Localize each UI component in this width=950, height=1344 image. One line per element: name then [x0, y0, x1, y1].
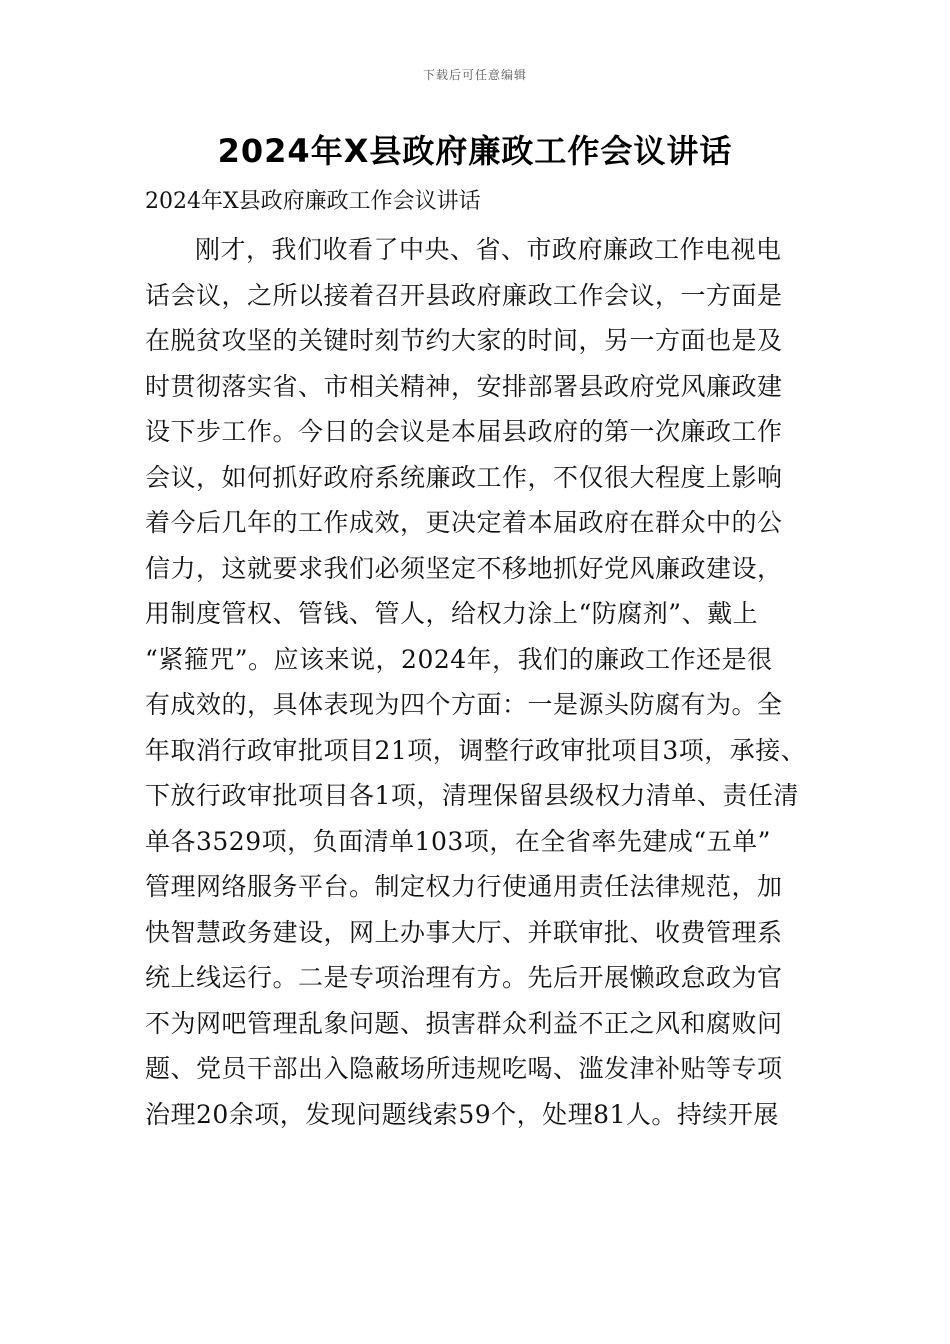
body-line: 话会议，之所以接着召开县政府廉政工作会议，一方面是 [145, 280, 783, 310]
body-line: 着今后几年的工作成效，更决定着本届政府在群众中的公 [145, 508, 783, 537]
body-line: 年取消行政审批项目21项，调整行政审批项目3项，承接、 [145, 735, 807, 765]
document-subtitle: 2024年X县政府廉政工作会议讲话 [145, 189, 481, 214]
body-line: 刚才，我们收看了中央、省、市政府廉政工作电视电 [195, 235, 782, 264]
body-line: 用制度管权、管钱、管人，给权力涂上“防腐剂”、戴上 [145, 599, 759, 628]
header-note: 下载后可任意编辑 [422, 68, 527, 82]
body-line: 快智慧政务建设，网上办事大厅、并联审批、收费管理系 [145, 917, 783, 947]
body-line: 治理20余项，发现问题线索59个，处理81人。持续开展 [145, 1099, 779, 1129]
document-title: 2024年X县政府廉政工作会议讲话 [217, 132, 733, 170]
body-line: 设下步工作。今日的会议是本届县政府的第一次廉政工作 [145, 417, 783, 446]
body-line: 单各3529项，负面清单103项，在全省率先建成“五单” [145, 826, 771, 856]
body-line: 时贯彻落实省、市相关精神，安排部署县政府党风廉政建 [145, 371, 783, 401]
body-line: 信力，这就要求我们必须坚定不移地抓好党风廉政建设， [145, 553, 783, 583]
body-line: 不为网吧管理乱象问题、损害群众利益不正之风和腐败问 [145, 1008, 783, 1038]
body-line: 有成效的，具体表现为四个方面：一是源头防腐有为。全 [145, 690, 783, 719]
body-line: 统上线运行。二是专项治理有方。先后开展懒政怠政为官 [145, 963, 783, 992]
body-text [145, 227, 810, 1137]
body-line: 会议，如何抓好政府系统廉政工作，不仅很大程度上影响 [145, 462, 783, 492]
body-line: 在脱贫攻坚的关键时刻节约大家的时间，另一方面也是及 [145, 326, 783, 355]
body-line: 下放行政审批项目各1项，清理保留县级权力清单、责任清 [145, 781, 799, 810]
body-line: 题、党员干部出入隐蔽场所违规吃喝、滥发津补贴等专项 [145, 1054, 783, 1083]
body-line: “紧箍咒”。应该来说，2024年，我们的廉政工作还是很 [145, 644, 773, 674]
body-line: 管理网络服务平台。制定权力行使通用责任法律规范，加 [145, 872, 783, 901]
